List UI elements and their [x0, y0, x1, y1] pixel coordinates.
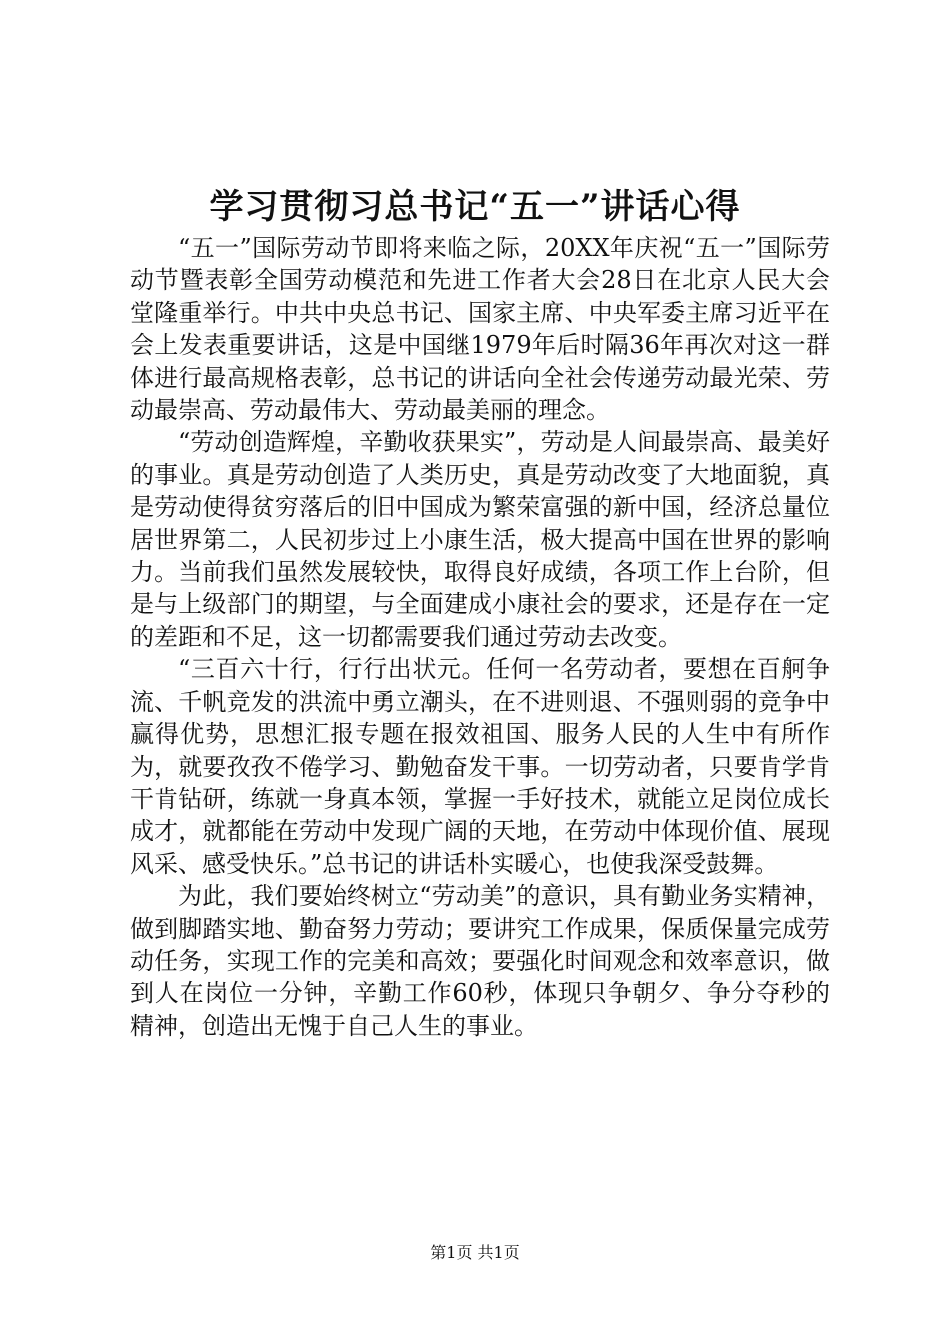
document-body [130, 232, 830, 1042]
document-title: 学习贯彻习总书记“五一”讲话心得 [209, 187, 741, 227]
paragraph-1: “五一”国际劳动节即将来临之际，20XX年庆祝“五一”国际劳动节暨表彰全国劳动模范和先进工作者大会28日在北京人民大会堂隆重举行。中共中央总书记、国家主席、中央军委主席习近平在会上发表重要讲话，这是中国继1979年后时隔36年再次对这一群体进行最高规格表彰，总书记的讲话向全社会传递劳动最光荣、劳动最崇高、劳动最伟大、劳动最美丽的理念。 [130, 234, 830, 425]
paragraph-4: 为此，我们要始终树立“劳动美”的意识，具有勤业务实精神，做到脚踏实地、勤奋努力劳动；要讲究工作成果，保质保量完成劳动任务，实现工作的完美和高效；要强化时间观念和效率意识，做到人在岗位一分钟，辛勤工作60秒，体现只争朝夕、争分夺秒的精神，创造出无愧于自己人生的事业。 [130, 882, 830, 1040]
paragraph-3: “三百六十行，行行出状元。任何一名劳动者，要想在百舸争流、千帆竞发的洪流中勇立潮头，在不进则退、不强则弱的竞争中赢得优势，思想汇报专题在报效祖国、服务人民的人生中有所作为，就要孜孜不倦学习、勤勉奋发干事。一切劳动者，只要肯学肯干肯钻研，练就一身真本领，掌握一手好技术，就能立足岗位成长成才，就都能在劳动中发现广阔的天地，在劳动中体现价值、展现风采、感受快乐。”总书记的讲话朴实暖心，也使我深受鼓舞。 [130, 655, 830, 878]
page-footer: 第1页 共1页 [430, 1243, 520, 1262]
paragraph-2: “劳动创造辉煌，辛勤收获果实”，劳动是人间最崇高、最美好的事业。真是劳动创造了人类历史，真是劳动改变了大地面貌，真是劳动使得贫穷落后的旧中国成为繁荣富强的新中国，经济总量位居世界第二，人民初步过上小康生活，极大提高中国在世界的影响力。当前我们虽然发展较快，取得良好成绩，各项工作上台阶，但是与上级部门的期望，与全面建成小康社会的要求，还是存在一定的差距和不足，这一切都需要我们通过劳动去改变。 [130, 428, 830, 651]
